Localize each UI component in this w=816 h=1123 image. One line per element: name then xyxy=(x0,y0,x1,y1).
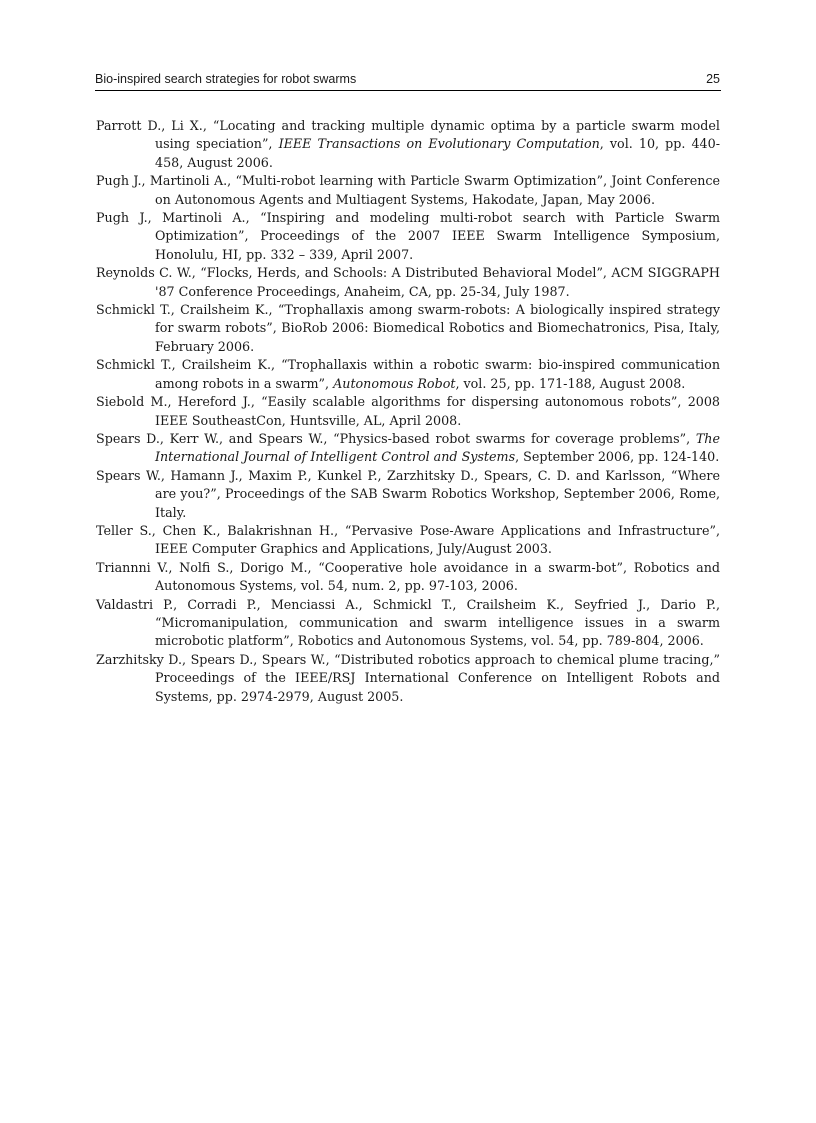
reference-text: Schmickl T., Crailsheim K., “Trophallaxis among swarm-robots: A biologically inspired strategy for swarm robots”, BioRob 2006: Biomedical Robotics and Biomechatronics, Pisa, Italy, February 2006. xyxy=(96,302,720,354)
reference-text-tail: , September 2006, pp. 124-140. xyxy=(515,449,720,465)
reference-text: Zarzhitsky D., Spears D., Spears W., “Distributed robotics approach to chemical plume tracing,” Proceedings of the IEEE/RSJ International Conference on Intelligent Robots and Systems, pp. 2974-2979, August 2005. xyxy=(96,651,720,704)
reference-text: Valdastri P., Corradi P., Menciassi A., Schmickl T., Crailsheim K., Seyfried J., Dario P., “Micromanipulation, communication and swarm intelligence issues in a swarm microbotic platform”, Robotics and Autonomous Systems, vol. 54, pp. 789-804, 2006. xyxy=(96,596,720,649)
reference-venue-italic: The International Journal of Intelligent Control and Systems xyxy=(155,430,720,465)
reference-item xyxy=(96,393,720,430)
page-number: 25 xyxy=(706,72,720,86)
reference-text-tail: , vol. 10, pp. 440-458, August 2006. xyxy=(155,136,720,170)
reference-list xyxy=(96,117,720,706)
reference-text: Spears D., Kerr W., and Spears W., “Physics-based robot swarms for coverage problems”, xyxy=(96,430,696,446)
running-header xyxy=(95,70,721,91)
reference-item xyxy=(96,117,720,172)
reference-text: Siebold M., Hereford J., “Easily scalable algorithms for dispersing autonomous robots”, 2008 IEEE SoutheastCon, Huntsville, AL, April 2008. xyxy=(96,394,720,428)
reference-text: Reynolds C. W., “Flocks, Herds, and Schools: A Distributed Behavioral Model”, ACM SIGGRAPH '87 Conference Proceedings, Anaheim, CA, pp. 25-34, July 1987. xyxy=(96,265,720,299)
reference-text: Schmickl T., Crailsheim K., “Trophallaxis within a robotic swarm: bio-inspired communication among robots in a swarm”, xyxy=(96,357,720,391)
running-header-title: Bio-inspired search strategies for robot swarms xyxy=(95,72,357,86)
reference-item xyxy=(96,651,720,706)
reference-text: Teller S., Chen K., Balakrishnan H., “Pervasive Pose-Aware Applications and Infrastructure”, IEEE Computer Graphics and Applications, July/August 2003. xyxy=(96,522,720,557)
reference-item xyxy=(96,209,720,264)
reference-item xyxy=(96,522,720,559)
reference-item xyxy=(96,264,720,301)
reference-item xyxy=(96,172,720,209)
reference-item xyxy=(96,467,720,522)
reference-text: Parrott D., Li X., “Locating and tracking multiple dynamic optima by a particle swarm model using speciation”, xyxy=(96,118,720,152)
reference-item xyxy=(96,301,720,356)
reference-venue-italic: IEEE Transactions on Evolutionary Computation xyxy=(278,136,600,152)
reference-text: Pugh J., Martinoli A., “Inspiring and modeling multi-robot search with Particle Swarm Optimization”, Proceedings of the 2007 IEEE Swarm Intelligence Symposium, Honolulu, HI, pp. 332 – 339, April 2007. xyxy=(96,210,720,262)
reference-item xyxy=(96,430,720,467)
reference-text: Pugh J., Martinoli A., “Multi-robot learning with Particle Swarm Optimization”, Joint Conference on Autonomous Agents and Multiagent Systems, Hakodate, Japan, May 2006. xyxy=(96,173,720,207)
reference-venue-italic: Autonomous Robot xyxy=(333,375,456,391)
reference-text: Triannni V., Nolfi S., Dorigo M., “Cooperative hole avoidance in a swarm-bot”, Robotics and Autonomous Systems, vol. 54, num. 2, pp. 97-103, 2006. xyxy=(96,559,720,594)
reference-text-tail: , vol. 25, pp. 171-188, August 2008. xyxy=(455,375,686,391)
reference-text: Spears W., Hamann J., Maxim P., Kunkel P., Zarzhitsky D., Spears, C. D. and Karlsson, “Where are you?”, Proceedings of the SAB Swarm Robotics Workshop, September 2006, Rome, Italy. xyxy=(96,467,720,520)
reference-item xyxy=(96,356,720,393)
reference-item xyxy=(96,559,720,596)
reference-item xyxy=(96,596,720,651)
